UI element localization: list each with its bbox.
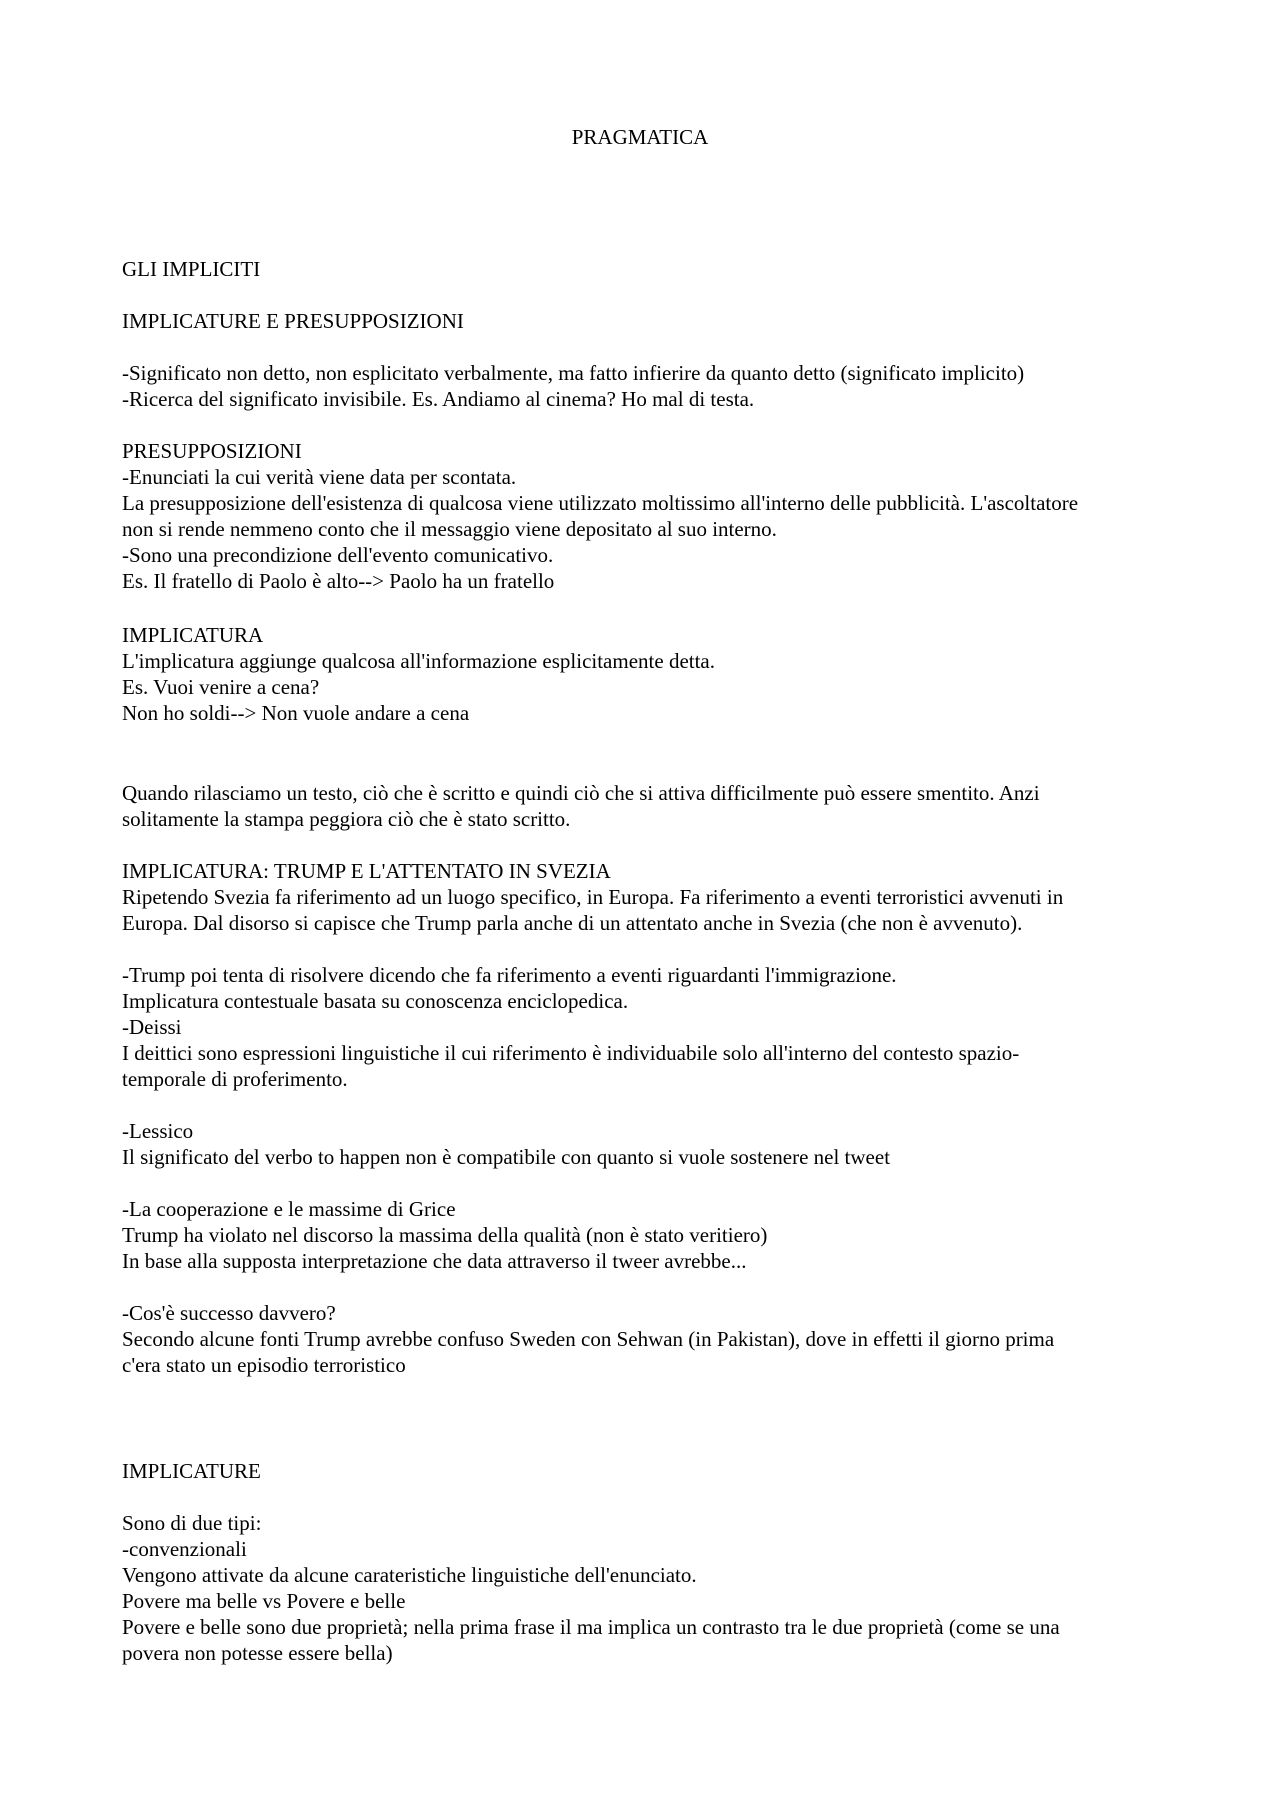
text-line: -Trump poi tenta di risolvere dicendo che fa riferimento a eventi riguardanti l'immigrazione. <box>122 963 897 987</box>
text-line: Implicatura contestuale basata su conoscenza enciclopedica. <box>122 989 629 1013</box>
text-line: -Enunciati la cui verità viene data per scontata. <box>122 465 517 489</box>
trump-section <box>122 858 1063 936</box>
implicatura-section <box>122 622 715 726</box>
text-line: Vengono attivate da alcune carateristiche linguistiche dell'enunciato. <box>122 1563 697 1587</box>
text-line: -Lessico <box>122 1119 194 1143</box>
testo-paragraph <box>122 780 1040 832</box>
text-line: Ripetendo Svezia fa riferimento ad un luogo specifico, in Europa. Fa riferimento a eventi terroristici avvenuti in <box>122 885 1064 909</box>
text-line: -Sono una precondizione dell'evento comunicativo. <box>122 543 554 567</box>
text-line: Quando rilasciamo un testo, ciò che è scritto e quindi ciò che si attiva difficilmente può essere smentito. Anzi <box>122 781 1040 805</box>
text-line: Povere e belle sono due proprietà; nella prima frase il ma implica un contrasto tra le due proprietà (come se una <box>122 1615 1060 1639</box>
text-line: L'implicatura aggiunge qualcosa all'informazione esplicitamente detta. <box>122 649 716 673</box>
text-line: Es. Il fratello di Paolo è alto--> Paolo ha un fratello <box>122 569 555 593</box>
text-line: In base alla supposta interpretazione che data attraverso il tweer avrebbe... <box>122 1249 747 1273</box>
section-heading: PRESUPPOSIZIONI <box>122 439 302 463</box>
text-line: -Significato non detto, non esplicitato verbalmente, ma fatto infierire da quanto detto (significato implicito) <box>122 361 1025 385</box>
intro-paragraph <box>122 360 1024 412</box>
heading-implicature: IMPLICATURE <box>122 1459 261 1483</box>
text-line: -Deissi <box>122 1015 182 1039</box>
text-line: Secondo alcune fonti Trump avrebbe confuso Sweden con Sehwan (in Pakistan), dove in effetti il giorno prima <box>122 1327 1055 1351</box>
text-line: -Cos'è successo davvero? <box>122 1301 336 1325</box>
page-title: PRAGMATICA <box>571 125 709 149</box>
text-line: Non ho soldi--> Non vuole andare a cena <box>122 701 470 725</box>
text-line: Europa. Dal disorso si capisce che Trump parla anche di un attentato anche in Svezia (che non è avvenuto). <box>122 911 1023 935</box>
lessico-section <box>122 1118 890 1170</box>
text-line: Il significato del verbo to happen non è compatibile con quanto si vuole sostenere nel tweet <box>122 1145 891 1169</box>
text-line: non si rende nemmeno conto che il messaggio viene depositato al suo interno. <box>122 517 777 541</box>
text-line: -Ricerca del significato invisibile. Es. Andiamo al cinema? Ho mal di testa. <box>122 387 755 411</box>
heading-implicature-presupposizioni: IMPLICATURE E PRESUPPOSIZIONI <box>122 309 464 333</box>
successo-section <box>122 1300 1054 1378</box>
grice-section <box>122 1196 767 1274</box>
text-line: Povere ma belle vs Povere e belle <box>122 1589 406 1613</box>
text-line: solitamente la stampa peggiora ciò che è stato scritto. <box>122 807 571 831</box>
text-line: -La cooperazione e le massime di Grice <box>122 1197 456 1221</box>
text-line: I deittici sono espressioni linguistiche il cui riferimento è individuabile solo all'interno del contesto spazio- <box>122 1041 1020 1065</box>
text-line: La presupposizione dell'esistenza di qualcosa viene utilizzato moltissimo all'interno delle pubblicità. L'ascoltatore <box>122 491 1079 515</box>
implicature-section <box>122 1510 1060 1666</box>
heading-gli-impliciti: GLI IMPLICITI <box>122 257 261 281</box>
text-line: Es. Vuoi venire a cena? <box>122 675 320 699</box>
text-line: -convenzionali <box>122 1537 247 1561</box>
presupposizioni-section <box>122 438 1078 594</box>
text-line: temporale di proferimento. <box>122 1067 348 1091</box>
text-line: povera non potesse essere bella) <box>122 1641 393 1665</box>
section-heading: IMPLICATURA <box>122 623 264 647</box>
text-line: Trump ha violato nel discorso la massima della qualità (non è stato veritiero) <box>122 1223 768 1247</box>
trump-followup-section <box>122 962 1019 1092</box>
text-line: c'era stato un episodio terroristico <box>122 1353 406 1377</box>
section-heading: IMPLICATURA: TRUMP E L'ATTENTATO IN SVEZIA <box>122 859 611 883</box>
text-line: Sono di due tipi: <box>122 1511 262 1535</box>
